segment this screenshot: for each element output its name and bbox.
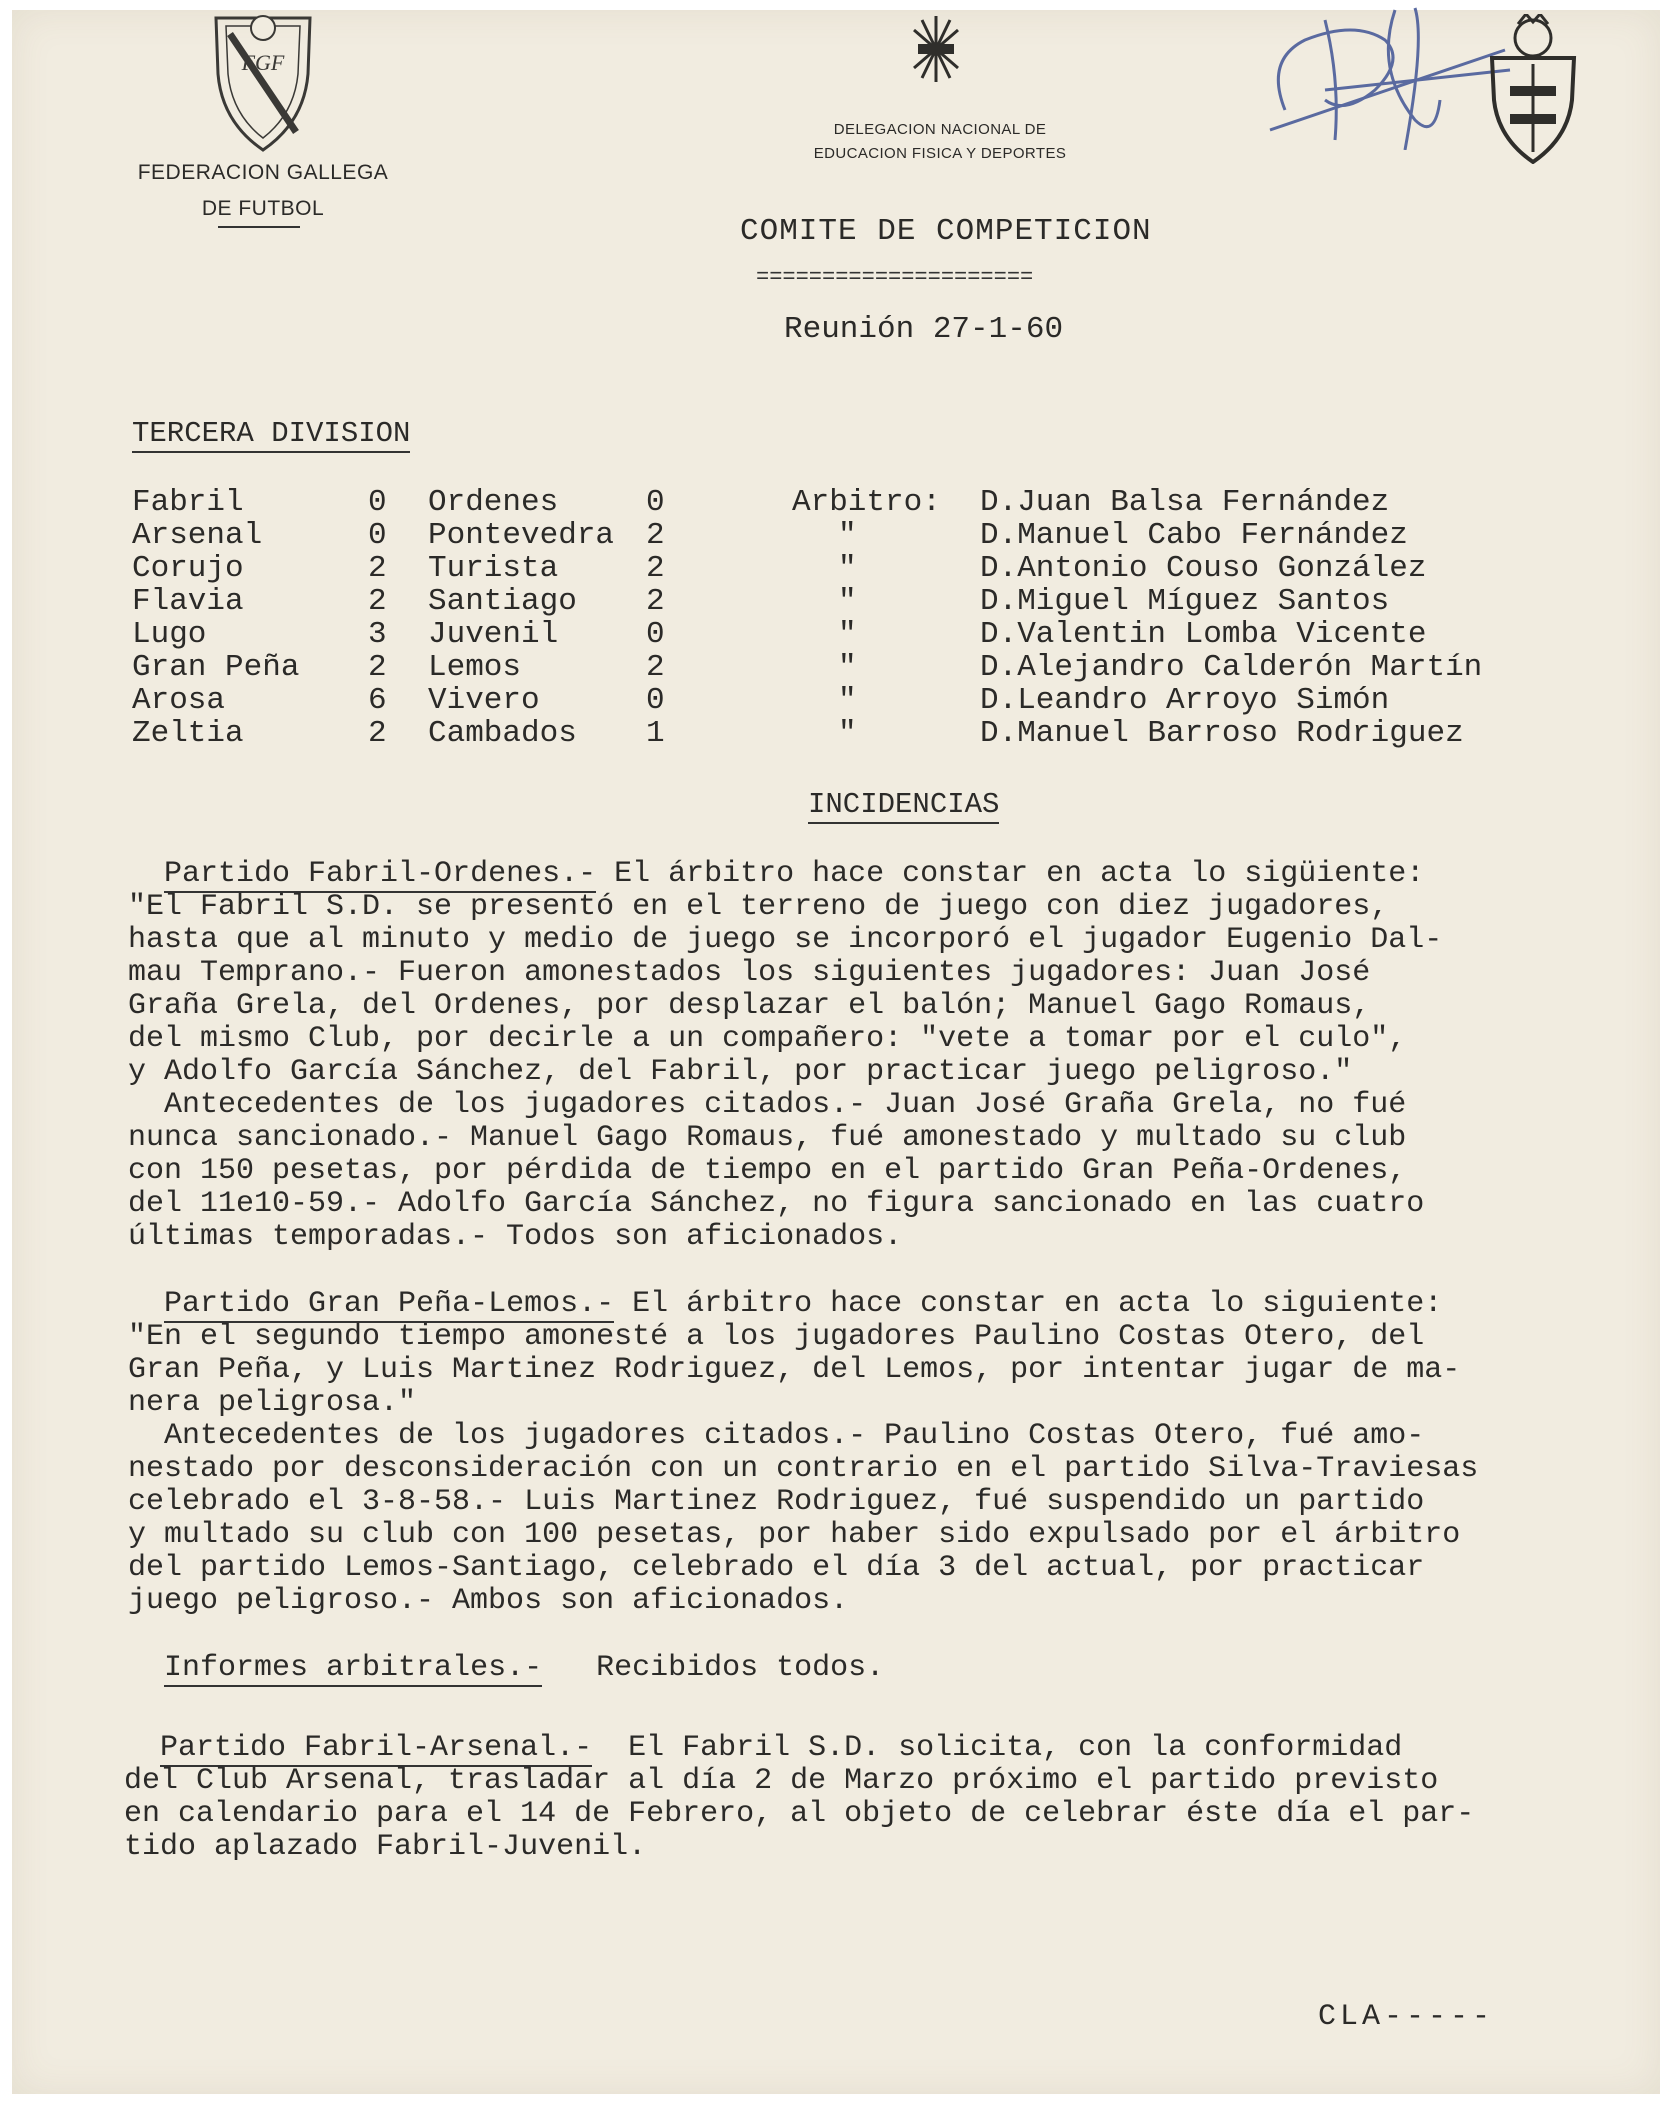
title-double-underline: ===================== [756, 265, 1034, 290]
paragraph-line: en calendario para el 14 de Febrero, al objeto de celebrar éste día el par- [124, 1797, 1475, 1831]
paragraph-line: juego peligroso.- Ambos son aficionados. [128, 1584, 849, 1618]
paragraph-line: con 150 pesetas, por pérdida de tiempo en el partido Gran Peña-Ordenes, [128, 1154, 1407, 1188]
paragraph-text: El Fabril S.D. solicita, con la conformidad [592, 1731, 1403, 1765]
paragraph-line: del mismo Club, por decirle a un compañero: "vete a tomar por el culo", [128, 1022, 1407, 1056]
referee-name: D.Manuel Cabo Fernández [980, 518, 1408, 553]
sports-crest-logo [1478, 14, 1588, 164]
referee-label: Arbitro: [792, 485, 941, 520]
paragraph-line: "En el segundo tiempo amonesté a los jugadores Paulino Costas Otero, del [128, 1320, 1425, 1354]
paragraph-line: y multado su club con 100 pesetas, por haber sido expulsado por el árbitro [128, 1518, 1461, 1552]
incident-gran-pena-lemos [128, 1288, 1668, 1618]
home-score: 2 [368, 650, 387, 685]
home-score: 3 [368, 617, 387, 652]
away-team: Juvenil [428, 617, 559, 652]
away-score: 2 [646, 650, 665, 685]
paragraph-line: nera peligrosa." [128, 1386, 417, 1420]
paragraph-line [128, 1652, 1668, 1685]
away-team: Lemos [428, 650, 522, 685]
committee-title: COMITE DE COMPETICION [740, 214, 1152, 249]
referee-label: " [838, 584, 857, 619]
paragraph-line: tido aplazado Fabril-Juvenil. [124, 1830, 647, 1864]
away-score: 2 [646, 551, 665, 586]
delegation-line-1: DELEGACION NACIONAL DE [833, 121, 1047, 138]
home-team: Fabril [132, 485, 244, 520]
paragraph-line: Gran Peña, y Luis Martinez Rodriguez, del Lemos, por intentar jugar de ma- [128, 1353, 1461, 1387]
paragraph-line: hasta que al minuto y medio de juego se incorporó el jugador Eugenio Dal- [128, 923, 1443, 957]
delegation-name [780, 118, 1100, 166]
referee-reports [128, 1652, 1668, 1685]
away-score: 2 [646, 584, 665, 619]
referee-name: D.Miguel Míguez Santos [980, 584, 1390, 619]
away-score: 0 [646, 617, 665, 652]
home-score: 2 [368, 551, 387, 586]
request-heading: Partido Fabril-Arsenal.- [160, 1731, 593, 1765]
paragraph-line: del partido Lemos-Santiago, celebrado el día 3 del actual, por practicar [128, 1551, 1425, 1585]
federation-crest-logo [208, 4, 318, 154]
home-score: 2 [368, 716, 387, 751]
paragraph-line [128, 858, 1668, 891]
referee-name: D.Leandro Arroyo Simón [980, 683, 1390, 718]
referee-label: " [838, 617, 857, 652]
referee-name: D.Alejandro Calderón Martín [980, 650, 1483, 685]
paragraph-line: celebrado el 3-8-58.- Luis Martinez Rodriguez, fué suspendido un partido [128, 1485, 1425, 1519]
away-team: Santiago [428, 584, 577, 619]
referee-name: D.Valentin Lomba Vicente [980, 617, 1427, 652]
away-team: Cambados [428, 716, 577, 751]
away-score: 2 [646, 518, 665, 553]
paragraph-line: Graña Grela, del Ordenes, por desplazar el balón; Manuel Gago Romaus, [128, 989, 1371, 1023]
section-title: TERCERA DIVISION [132, 417, 410, 453]
referee-name: D.Antonio Couso González [980, 551, 1427, 586]
reports-heading: Informes arbitrales.- [164, 1651, 543, 1685]
paragraph-text: El árbitro hace constar en acta lo siguiente: [614, 1287, 1443, 1321]
federation-name-line-2: DE FUTBOL [201, 197, 325, 220]
svg-text:FGF: FGF [241, 50, 285, 75]
referee-label: " [838, 683, 857, 718]
referee-label: " [838, 650, 857, 685]
paragraph-line: del Club Arsenal, trasladar al día 2 de Marzo próximo el partido previsto [124, 1764, 1439, 1798]
home-team: Arsenal [132, 518, 263, 553]
paragraph-line: del 11e10-59.- Adolfo García Sánchez, no figura sancionado en las cuatro [128, 1187, 1425, 1221]
away-team: Turista [428, 551, 559, 586]
home-score: 0 [368, 485, 387, 520]
away-team: Vivero [428, 683, 540, 718]
home-score: 0 [368, 518, 387, 553]
paragraph-line: "El Fabril S.D. se presentó en el terreno de juego con diez jugadores, [128, 890, 1389, 924]
federation-name [108, 155, 418, 227]
federation-divider [218, 226, 300, 228]
home-team: Flavia [132, 584, 244, 619]
home-score: 2 [368, 584, 387, 619]
meeting-date: Reunión 27-1-60 [784, 312, 1064, 347]
away-team: Pontevedra [428, 518, 615, 553]
referee-name: D.Manuel Barroso Rodriguez [980, 716, 1464, 751]
incidencias-title: INCIDENCIAS [808, 788, 999, 824]
paragraph-line: Antecedentes de los jugadores citados.- Paulino Costas Otero, fué amo- [128, 1419, 1425, 1453]
footer-reference-code: CLA----- [1318, 2000, 1495, 2034]
reports-text: Recibidos todos. [542, 1651, 885, 1685]
paragraph-line [128, 1288, 1668, 1321]
away-score: 0 [646, 485, 665, 520]
referee-label: " [838, 518, 857, 553]
referee-label: " [838, 551, 857, 586]
paragraph-text: El árbitro hace constar en acta lo sigüiente: [596, 857, 1425, 891]
away-score: 0 [646, 683, 665, 718]
home-team: Zeltia [132, 716, 244, 751]
incident-fabril-ordenes [128, 858, 1668, 1254]
referee-name: D.Juan Balsa Fernández [980, 485, 1390, 520]
home-team: Corujo [132, 551, 244, 586]
paragraph-line: nestado por desconsideración con un contrario en el partido Silva-Traviesas [128, 1452, 1479, 1486]
delegation-line-2: EDUCACION FISICA Y DEPORTES [813, 145, 1067, 162]
yoke-arrows-emblem [908, 14, 964, 84]
incident-heading: Partido Gran Peña-Lemos.- [164, 1287, 615, 1321]
paragraph-line: Antecedentes de los jugadores citados.- Juan José Graña Grela, no fué [128, 1088, 1407, 1122]
home-team: Gran Peña [132, 650, 300, 685]
incident-heading: Partido Fabril-Ordenes.- [164, 857, 597, 891]
paragraph-line: y Adolfo García Sánchez, del Fabril, por practicar juego peligroso." [128, 1055, 1353, 1089]
home-team: Arosa [132, 683, 226, 718]
referee-label: " [838, 716, 857, 751]
request-fabril-arsenal [124, 1732, 1664, 1864]
home-team: Lugo [132, 617, 207, 652]
home-score: 6 [368, 683, 387, 718]
away-score: 1 [646, 716, 665, 751]
paragraph-line: últimas temporadas.- Todos son aficionados. [128, 1220, 903, 1254]
paragraph-line: mau Temprano.- Fueron amonestados los siguientes jugadores: Juan José [128, 956, 1371, 990]
paragraph-line [124, 1732, 1664, 1765]
away-team: Ordenes [428, 485, 559, 520]
paragraph-line: nunca sancionado.- Manuel Gago Romaus, fué amonestado y multado su club [128, 1121, 1407, 1155]
federation-name-line-1: FEDERACION GALLEGA [137, 161, 389, 184]
